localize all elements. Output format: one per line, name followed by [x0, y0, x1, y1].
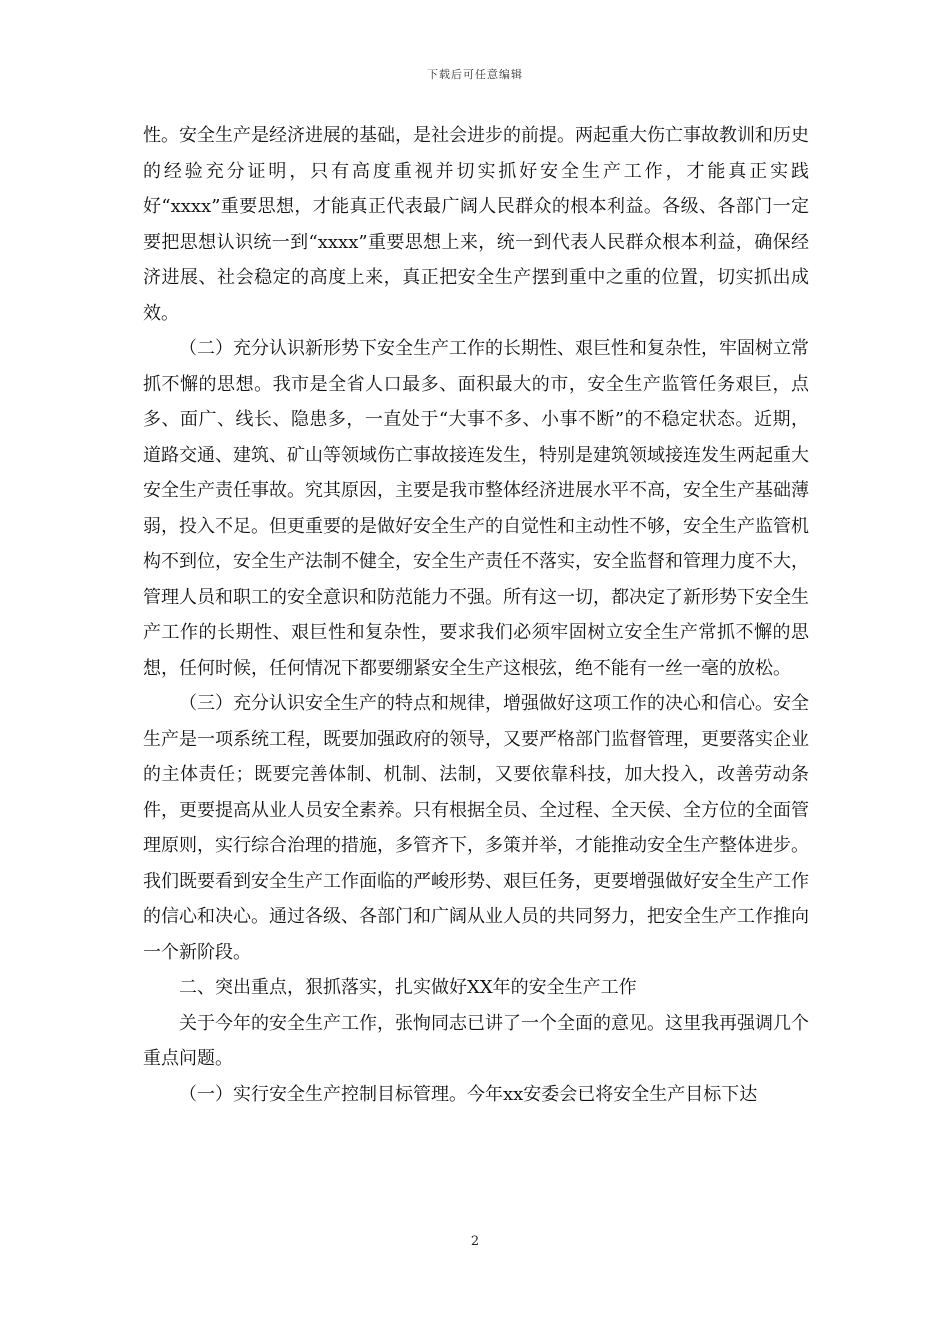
paragraph-section-3: （三）充分认识安全生产的特点和规律，增强做好这项工作的决心和信心。安全生产是一项系统工程，既要加强政府的领导，又要严格部门监督管理，更要落实企业的主体责任；既要完善体制、机制、法制，又要依靠科技，加大投入，改善劳动条件，更要提高从业人员安全素养。只有根据全员、全过程、全天侯、全方位的全面管理原则，实行综合治理的措施，多管齐下，多策并举，才能推动安全生产整体进步。我们既要看到安全生产工作面临的严峻形势、艰巨任务，更要增强做好安全生产工作的信心和决心。通过各级、各部门和广阔从业人员的共同努力，把安全生产工作推向一个新阶段。 — [143, 693, 809, 963]
page-header: 下载后可任意编辑 — [427, 68, 523, 81]
paragraph-intro: 关于今年的安全生产工作，张恂同志已讲了一个全面的意见。这里我再强调几个重点问题。 — [143, 1012, 809, 1069]
paragraph-continued: 性。安全生产是经济进展的基础，是社会进步的前提。两起重大伤亡事故教训和历史的经验充分证明，只有高度重视并切实抓好安全生产工作，才能真正实践好“xxxx”重要思想，才能真正代表最广阔人民群众的根本利益。各级、各部门一定要把思想认识统一到“xxxx”重要思想上来，统一到代表人民群众根本利益，确保经济进展、社会稳定的高度上来，真正把安全生产摆到重中之重的位置，切实抓出成效。 — [143, 125, 809, 324]
document-body — [143, 118, 809, 1112]
page-number: 2 — [470, 1234, 480, 1249]
paragraph-item-1: （一）实行安全生产控制目标管理。今年xx安委会已将安全生产目标下达 — [179, 1083, 758, 1105]
section-heading: 二、突出重点，狠抓落实，扎实做好XX年的安全生产工作 — [179, 977, 637, 998]
paragraph-section-2: （二）充分认识新形势下安全生产工作的长期性、艰巨性和复杂性，牢固树立常抓不懈的思想。我市是全省人口最多、面积最大的市，安全生产监管任务艰巨，点多、面广、线长、隐患多，一直处于“大事不多、小事不断”的不稳定状态。近期，道路交通、建筑、矿山等领域伤亡事故接连发生，特别是建筑领域接连发生两起重大安全生产责任事故。究其原因，主要是我市整体经济进展水平不高，安全生产基础薄弱，投入不足。但更重要的是做好安全生产的自觉性和主动性不够，安全生产监管机构不到位，安全生产法制不健全，安全生产责任不落实，安全监督和管理力度不大，管理人员和职工的安全意识和防范能力不强。所有这一切，都决定了新形势下安全生产工作的长期性、艰巨性和复杂性，要求我们必须牢固树立安全生产常抓不懈的思想，任何时候，任何情况下都要绷紧安全生产这根弦，绝不能有一丝一毫的放松。 — [143, 338, 809, 679]
